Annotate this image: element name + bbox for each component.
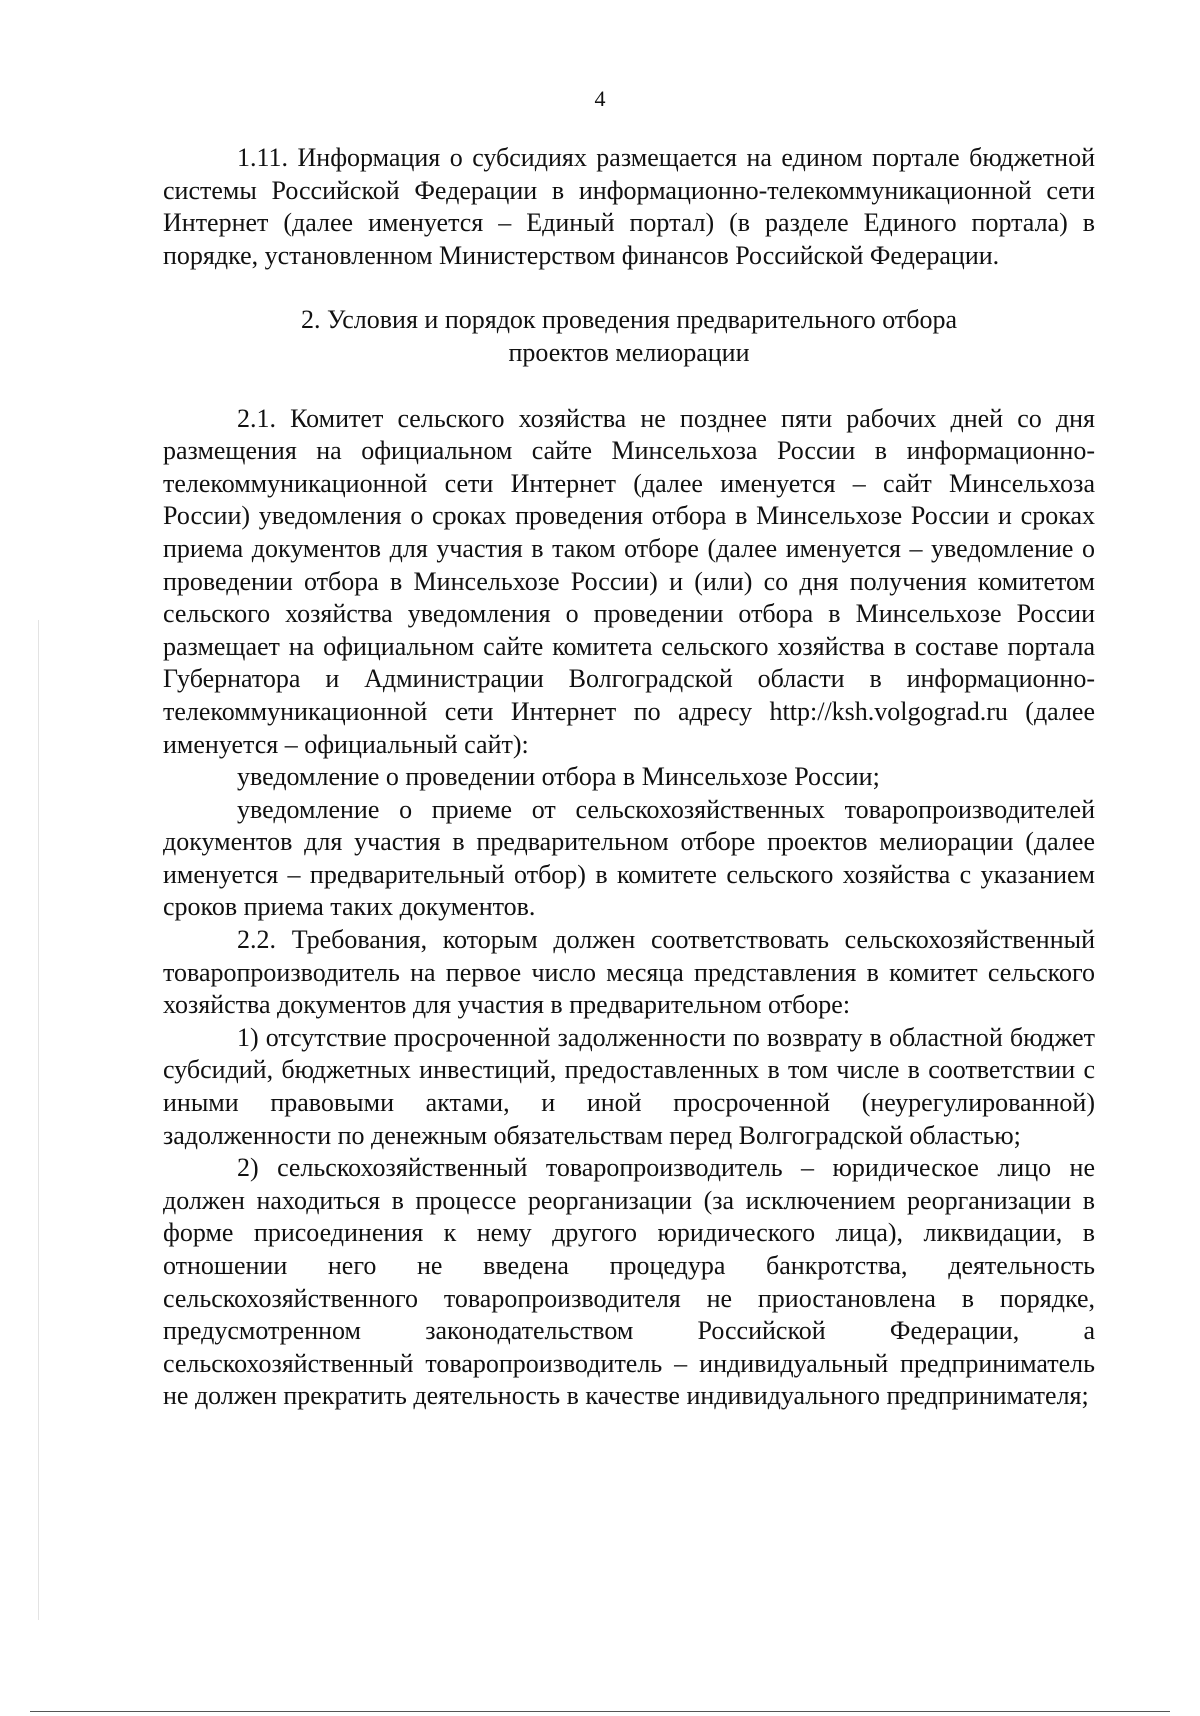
section-heading-line-1: 2. Условия и порядок проведения предварительного отбора	[300, 305, 958, 335]
paragraph-requirement-2: 2) сельскохозяйственный товаропроизводитель – юридическое лицо не должен находиться в процессе реорганизации (за исключением реорганизации в форме присоединения к нему другого юридического лица), ликвидации, в отношении него не введена процедура банкротства, деятельность сельскохозяйственного товаропроизводителя не приостановлена в порядке, предусмотренном законодательством Российской Федерации, а сельскохозяйственный товаропроизводитель – индивидуальный предприниматель не должен прекратить деятельность в качестве индивидуального предпринимателя;	[163, 1153, 1095, 1411]
section-heading	[163, 304, 1095, 369]
paragraph-2-2: 2.2. Требования, которым должен соответствовать сельскохозяйственный товаропроизводитель на первое число месяца представления в комитет сельского хозяйства документов для участия в предварительном отборе:	[163, 925, 1095, 1020]
paragraph-1-11: 1.11. Информация о субсидиях размещается на едином портале бюджетной системы Российской Федерации в информационно-телекоммуникационной сети Интернет (далее именуется – Единый портал) (в разделе Единого портала) в порядке, установленном Министерством финансов Российской Федерации.	[163, 143, 1095, 270]
paragraph-requirement-1: 1) отсутствие просроченной задолженности по возврату в областной бюджет субсидий, бюджетных инвестиций, предоставленных в том числе в соответствии с иными правовыми актами, и иной просроченной (неурегулированной) задолженности по денежным обязательствам перед Волгоградской областью;	[163, 1022, 1095, 1150]
page-number: 4	[594, 86, 606, 111]
paragraph-notice-1: уведомление о проведении отбора в Минсельхозе России;	[237, 762, 880, 792]
document-body	[163, 142, 1095, 1413]
paragraph-2-1: 2.1. Комитет сельского хозяйства не позднее пяти рабочих дней со дня размещения на официальном сайте Минсельхоза России в информационно-телекоммуникационной сети Интернет (далее именуется – сайт Минсельхоза России) уведомления о сроках проведения отбора в Минсельхозе России и сроках приема документов для участия в таком отборе (далее именуется – уведомление о проведении отбора в Минсельхозе России) и (или) со дня получения комитетом сельского хозяйства уведомления о проведении отбора в Минсельхозе России размещает на официальном сайте комитета сельского хозяйства в составе портала Губернатора и Администрации Волгоградской области в информационно-телекоммуникационной сети Интернет по адресу http://ksh.volgograd.ru (далее именуется – официальный сайт):	[163, 403, 1095, 759]
section-heading-line-2: проектов мелиорации	[508, 337, 750, 367]
scan-edge-left	[38, 620, 39, 1620]
scan-edge-bottom	[30, 1711, 1170, 1712]
paragraph-notice-2: уведомление о приеме от сельскохозяйственных товаропроизводителей документов для участия в предварительном отборе проектов мелиорации (далее именуется – предварительный отбор) в комитете сельского хозяйства с указанием сроков приема таких документов.	[163, 794, 1095, 922]
